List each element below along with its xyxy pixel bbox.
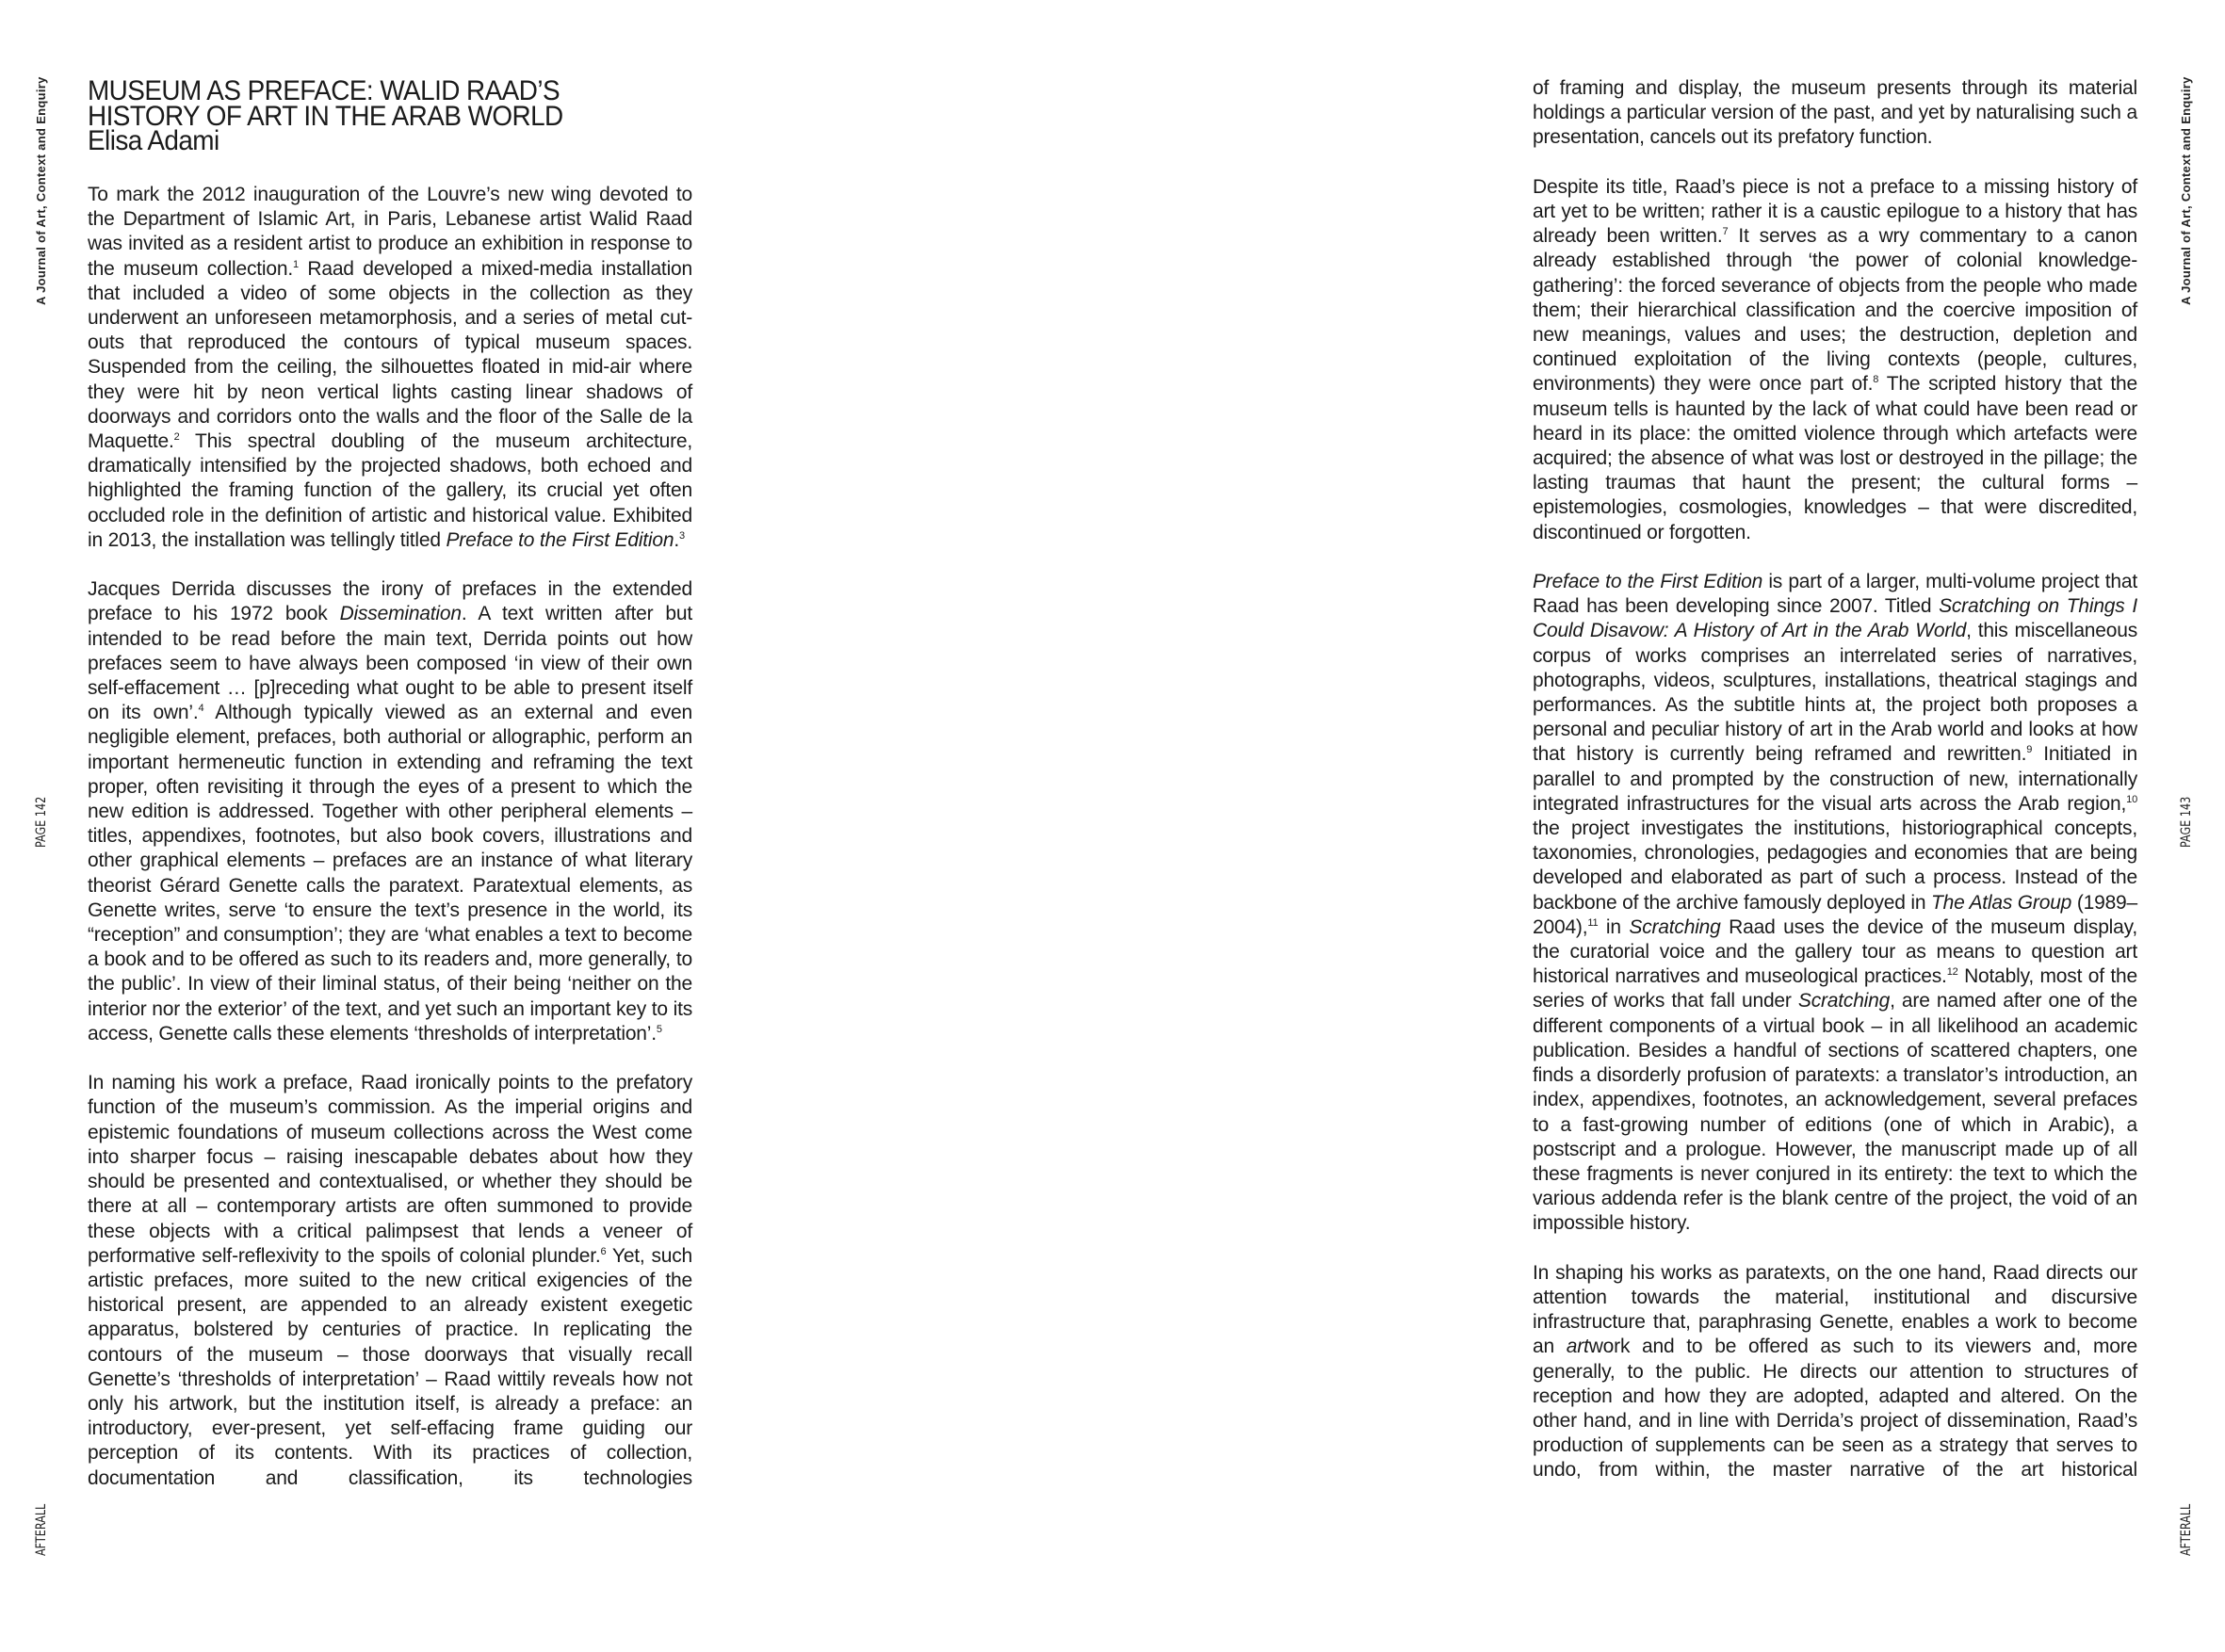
body-text: work and to be offered as such to its viewers and, more generally, to the public. He directs our attention to structures of reception and how they are adopted, adapted and altered. On the other hand, and in line with Derrida’s project of dissemination, Raad’s production of supplements can be seen as a strategy that serves to undo, from within, the master narrative of the art historical [1533, 1336, 2137, 1482]
footnote-marker: 2 [173, 431, 180, 444]
body-paragraph [88, 183, 692, 553]
footnote-marker: 12 [1946, 966, 1958, 979]
journal-running-head: A Journal of Art, Context and Enquiry [2179, 76, 2193, 305]
italic-title-text: art [1566, 1336, 1589, 1358]
body-text: of framing and display, the museum presents through its material holdings a particular version of the past, and yet by naturalising such a presentation, cancels out its prefatory function. [1533, 77, 2137, 149]
body-paragraph [88, 577, 692, 1046]
footnote-marker: 4 [198, 703, 204, 715]
body-text: Raad developed a mixed-media installation that included a video of some objects in the collection as they underwent an unforeseen metamorphosis, and a series of metal cut-outs that reproduced the contours of typical museum spaces. Suspended from the ceiling, the silhouettes floated in mid-air where they were hit by neon vertical lights casting linear shadows of doorways and corridors onto the walls and the floor of the Salle de la Maquette. [88, 257, 692, 453]
footnote-marker: 5 [656, 1023, 662, 1035]
body-paragraph [88, 1071, 692, 1490]
journal-running-head: A Journal of Art, Context and Enquiry [34, 76, 48, 305]
body-text: in [1598, 915, 1630, 938]
body-text: Despite its title, Raad’s piece is not a preface to a missing history of art yet to be written; rather it is a caustic epilogue to a history that has already been written. [1533, 175, 2137, 248]
body-text: In naming his work a preface, Raad ironically points to the prefatory function of the museum’s commission. As the imperial origins and epistemic foundations of museum collections across the West come into sharper focus – raising inescapable debates about how they should be presented and contextualised, or whether they should be there at all – contemporary artists are often summoned to provide these objects with a critical palimpsest that lends a veneer of performative self-reflexivity to the spoils of colonial plunder. [88, 1072, 692, 1267]
footnote-marker: 1 [293, 258, 299, 270]
article-title-line: MUSEUM AS PREFACE: WALID RAAD’S [88, 75, 560, 106]
body-text: In shaping his works as paratexts, on the one hand, Raad directs our attention towards the material, institutional and discursive infrastructure that, paraphrasing Genette, enables a work to become an [1533, 1261, 2137, 1358]
body-text: This spectral doubling of the museum architecture, dramatically intensified by the projected shadows, both echoed and highlighted the framing function of the gallery, its crucial yet often occluded role in the definition of artistic and historical value. Exhibited in 2013, the installation was tellingly titled [88, 430, 692, 551]
footnote-marker: 9 [2026, 744, 2033, 756]
italic-title-text: The Atlas Group [1931, 891, 2072, 914]
article-author: Elisa Adami [88, 125, 219, 156]
body-paragraph [1533, 1261, 2137, 1483]
footnote-marker: 11 [1587, 916, 1599, 929]
body-text: It serves as a wry commentary to a canon already established through ‘the power of colonial knowledge-gathering’: the forced severance of objects from the people who made them; their hierarchical classification and the coercive imposition of new meanings, values and uses; the destruction, depletion and continued exploitation of the living contexts (people, cultures, environments) they were once part of. [1533, 225, 2137, 396]
body-text: The scripted history that the museum tells is haunted by the lack of what could have been read or heard in its place: the omitted violence through which artefacts were acquired; the absence of what was lost or destroyed in the pillage; the lasting traumas that haunt the present; the cultural forms – epistemologies, cosmologies, knowledges – that were discredited, discontinued or forgotten. [1533, 373, 2137, 543]
body-text: , are named after one of the different components of a virtual book – in all likelihood an academic publication. Besides a handful of sections of scattered chapters, one finds a disorderly profusion of paratexts: a translator’s introduction, an index, appendixes, footnotes, an acknowledgement, several prefaces to a fast-growing number of editions (one of which in Arabic), a postscript and a prologue. However, the manuscript made up of all these fragments is never conjured in its entirety: the text to which the various addenda refer is the blank centre of the project, the void of an impossible history. [1533, 990, 2137, 1235]
body-text: (1989–2004), [1533, 891, 2138, 938]
publication-name: AFTERALL [2179, 1503, 2194, 1556]
italic-title-text: Preface to the First Edition [446, 528, 674, 551]
body-text: Although typically viewed as an external and even negligible element, prefaces, both authorial or allographic, perform an important hermeneutic function in extending and reframing the text proper, often revisiting it through the eyes of a present to which the new edition is addressed. Together with other peripheral elements – titles, appendixes, footnotes, but also book covers, illustrations and other graphical elements – prefaces are an instance of what literary theorist Gérard Genette calls the paratext. Paratextual elements, as Genette writes, serve ‘to ensure the text’s presence in the world, its “reception” and consumption’; they are ‘what enables a text to become a book and to be offered as such to its readers and, more generally, to the public’. In view of their liminal status, of their being ‘neither on the interior nor the exterior’ of the text, and yet such an important key to its access, Genette calls these elements ‘thresholds of interpretation’. [88, 702, 692, 1045]
italic-title-text: Scratching [1797, 990, 1891, 1012]
body-text: Yet, such artistic prefaces, more suited to the new critical exigencies of the historical present, are appended to an already existent exegetic apparatus, bolstered by centuries of practice. In replicating the contours of the museum – those doorways that visually recall Genette’s ‘thresholds of interpretation’ – Raad wittily reveals how not only his artwork, but the institution itself, is already a preface: an introductory, ever-present, yet self-effacing frame guiding our perception of its contents. With its practices of collection, documentation and classification, its technologies [88, 1244, 693, 1489]
body-text: . A text written after but intended to be read before the main text, Derrida points out how prefaces seem to have always been composed ‘in view of their own self-effacement … [p]receding what ought to be able to present itself on its own’. [88, 603, 692, 724]
left-body-column [88, 183, 692, 1515]
page-number: PAGE 143 [2179, 796, 2194, 848]
footnote-marker: 10 [2126, 793, 2137, 805]
article-title-line: HISTORY OF ART IN THE ARAB WORLD [88, 100, 563, 132]
publication-name: AFTERALL [34, 1503, 49, 1556]
body-text: Jacques Derrida discusses the irony of prefaces in the extended preface to his 1972 book [88, 578, 692, 625]
right-body-column [1533, 76, 2137, 1508]
footnote-marker: 8 [1873, 374, 1879, 386]
italic-title-text: Scratching [1629, 915, 1721, 938]
body-paragraph [1533, 175, 2137, 545]
page-number: PAGE 142 [34, 796, 49, 848]
article-heading [88, 75, 563, 156]
footnote-marker: 7 [1722, 226, 1729, 238]
body-paragraph [1533, 570, 2137, 1236]
body-text: Initiated in parallel to and prompted by the construction of new, internationally integrated infrastructures for the visual arts across the Arab region, [1533, 743, 2137, 815]
body-text: , this miscellaneous corpus of works comprises an interrelated series of narratives, photographs, videos, sculptures, installations, theatrical stagings and performances. As the subtitle hints at, the project both proposes a personal and peculiar history of art in the Arab world and looks at how that history is currently being reframed and rewritten. [1533, 620, 2138, 766]
body-paragraph [1533, 76, 2137, 151]
body-text: To mark the 2012 inauguration of the Louvre’s new wing devoted to the Department of Islamic Art, in Paris, Lebanese artist Walid Raad was invited as a resident artist to produce an exhibition in response to the museum collection. [88, 184, 692, 280]
italic-title-text: Preface to the First Edition [1533, 571, 1763, 593]
footnote-marker: 6 [600, 1245, 607, 1257]
body-text: the project investigates the institutions, historiographical concepts, taxonomies, chronologies, pedagogies and economies that are being developed and elaborated as part of such a process. Instead of the backbone of the archive famously deployed in [1533, 818, 2137, 914]
body-text: is part of a larger, multi-volume project that Raad has been developing since 2007. Titled [1533, 571, 2137, 618]
italic-title-text: Dissemination [339, 603, 462, 625]
footnote-marker: 3 [679, 529, 685, 542]
body-text: Notably, most of the series of works that fall under [1533, 965, 2137, 1012]
body-text: Raad uses the device of the museum display, the curatorial voice and the gallery tour as means to question art historical narratives and museological practices. [1533, 915, 2137, 988]
italic-title-text: Scratching on Things I Could Disavow: A History of Art in the Arab World [1533, 595, 2137, 642]
body-text: . [674, 528, 679, 551]
